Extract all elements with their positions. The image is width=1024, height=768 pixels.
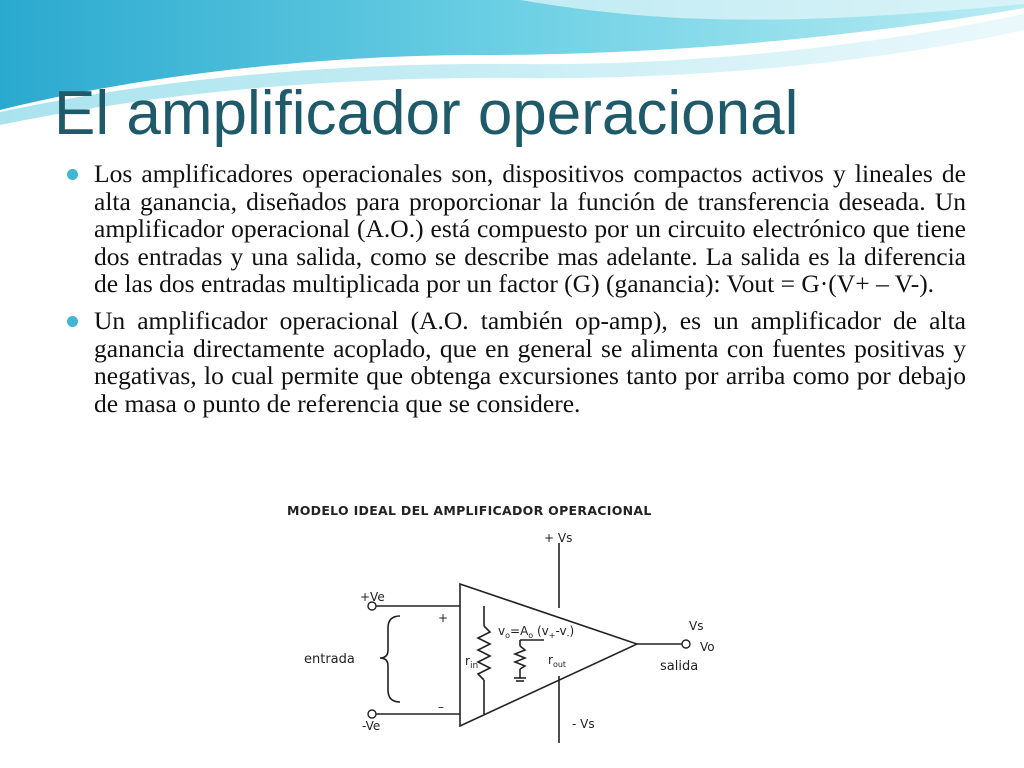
label-salida: salida [660,659,699,674]
slide-title: El amplificador operacional [54,79,799,148]
bullet-dot-icon [67,316,78,327]
label-entrada: entrada [304,652,355,667]
label-minus-ve: -Ve [362,719,381,733]
label-minus-sign: – [438,700,444,714]
label-minus-vs: - Vs [572,717,595,731]
bullet-text: Un amplificador operacional (A.O. también op-amp), es un amplificador de alta ganancia directamente acoplado, que en general se alimenta con fuentes positivas y negativas, lo cual permite que obtenga excursiones tanto por arriba como por debajo de masa o punto de referencia que se considere. [94,305,966,418]
op-amp-diagram [282,498,742,768]
diagram-caption: MODELO IDEAL DEL AMPLIFICADOR OPERACIONAL [287,503,652,518]
bullet-dot-icon [67,169,78,180]
bullet-item [64,160,966,298]
label-r-out: $r_{out}$ [548,653,567,669]
label-plus-vs: + Vs [544,531,573,545]
label-plus-sign: + [438,611,449,625]
label-vo-out: Vo [700,640,715,654]
label-r-in: $r_{in}$ [465,654,479,671]
label-gain-equation: $v_o=A_o$ $(v_+-v_-)$ [498,624,575,640]
bullet-list [64,160,966,426]
label-vs-out: Vs [689,619,704,633]
bullet-item [64,307,966,417]
label-plus-ve: +Ve [360,590,385,604]
bullet-text: Los amplificadores operacionales son, dispositivos compactos activos y lineales de alta ganancia, diseñados para proporcionar la función de transferencia deseada. Un amplificador operacional (A.O.) está compuesto por un circuito electrónico que tiene dos entradas y una salida, como se describe mas adelante. La salida es la diferencia de las dos entradas multiplicada por un factor (G) (ganancia): Vout = G·(V+ – V-). [94,159,966,299]
terminal-minus-ve [368,710,376,718]
terminal-output [682,640,690,648]
